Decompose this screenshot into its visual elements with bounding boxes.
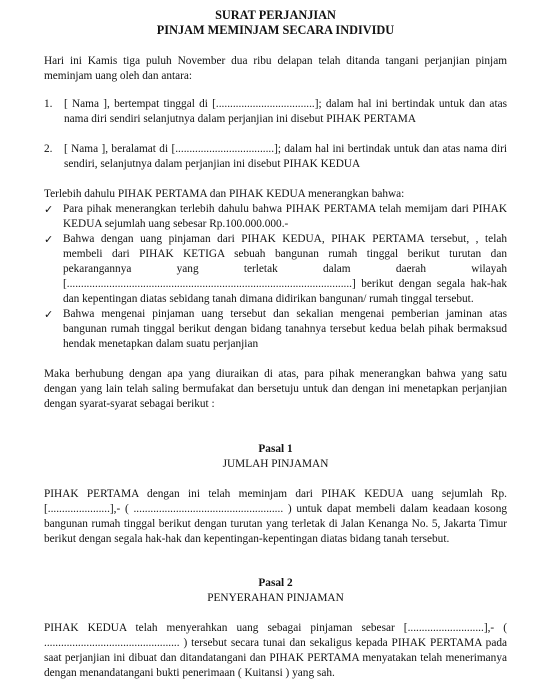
- recital-text: Bahwa mengenai pinjaman uang tersebut dan sekalian mengenai pemberian jaminan atas bangunan rumah tinggal berikut dengan bidang tanahnya tersebut kedua belah pihak bermaksud hendak menetapkan dalam suatu perjanjian: [63, 308, 507, 350]
- party-number: 2.: [44, 143, 53, 155]
- parties-list: [44, 97, 507, 172]
- checkmark-icon: ✓: [44, 308, 54, 321]
- pasal-1-body: PIHAK PERTAMA dengan ini telah meminjam dari PIHAK KEDUA uang sejumlah Rp. [......................],- ( ..................................................... ) untuk dapat membeli dalam keadaan kosong bangunan rumah tinggal berikut dengan turutan yang terletak di Jalan Kenanga No. 5, Jakarta Timur berikut dengan segala hak-hak dan kepentingan-kepentingan diatas bidang tanah tersebut.: [44, 488, 507, 545]
- party-text: [ Nama ], beralamat di [...................................]; dalam hal ini bertindak untuk dan atas nama diri sendiri, selanjutnya dalam perjanjian ini disebut PIHAK KEDUA: [64, 143, 507, 170]
- party-number: 1.: [44, 98, 53, 110]
- recital-item-2: [44, 232, 507, 307]
- checkmark-icon: ✓: [44, 233, 54, 246]
- document-title-line-2: PINJAM MEMINJAM SECARA INDIVIDU: [156, 23, 395, 37]
- recitals-lead: Terlebih dahulu PIHAK PERTAMA dan PIHAK KEDUA menerangkan bahwa:: [44, 188, 405, 200]
- pasal-number: Pasal 2: [258, 577, 293, 589]
- recital-item-3: [44, 307, 507, 352]
- recital-text: Bahwa dengan uang pinjaman dari PIHAK KEDUA, PIHAK PERTAMA tersebut, , telah membeli dari PIHAK KETIGA sebuah bangunan rumah tinggal berikut turutan dan pekarangannya yang terletak dalam daerah wilayah [.....................................................................................................] berikut dengan segala hak-hak dan kepentingan diatas sebidang tanah dimana didirikan bangunan/ rumah tinggal tersebut.: [63, 233, 507, 305]
- recital-text: Para pihak menerangkan terlebih dahulu bahwa PIHAK PERTAMA telah memijam dari PIHAK KEDUA sejumlah uang sebesar Rp.100.000.000.-: [63, 203, 507, 230]
- party-text: [ Nama ], bertempat tinggal di [...................................]; dalam hal ini bertindak untuk dan atas nama diri sendiri selanjutnya dalam perjanjian ini disebut PIHAK PERTAMA: [64, 98, 507, 125]
- party-item-2: [44, 142, 507, 172]
- intro-paragraph: Hari ini Kamis tiga puluh November dua ribu delapan telah ditanda tangani perjanjian pinjam meminjam uang oleh dan antara:: [44, 55, 507, 82]
- pasal-title: PENYERAHAN PINJAMAN: [207, 592, 344, 604]
- checkmark-icon: ✓: [44, 203, 54, 216]
- pasal-2-heading: [44, 576, 507, 606]
- pasal-number: Pasal 1: [258, 443, 293, 455]
- pasal-title: JUMLAH PINJAMAN: [222, 458, 329, 470]
- document-title-line-1: SURAT PERJANJIAN: [215, 8, 336, 22]
- pasal-1-heading: [44, 442, 507, 472]
- party-item-1: [44, 97, 507, 127]
- recitals-list: [44, 202, 507, 352]
- pasal-2-body: PIHAK KEDUA telah menyerahkan uang sebagai pinjaman sebesar [...........................],- ( ................................................ ) tersebut secara tunai dan sekaligus kepada PIHAK PERTAMA pada saat perjanjian ini dibuat dan ditandatangani dan PIHAK PERTAMA menyatakan telah menerimanya dengan menandatangani bukti penerimaan ( Kuitansi ) yang sah.: [44, 622, 507, 679]
- closing-paragraph: Maka berhubung dengan apa yang diuraikan di atas, para pihak menerangkan bahwa yang satu dengan yang lain telah saling bermufakat dan bersetuju untuk dan dengan ini menetapkan perjanjian dengan syarat-syarat sebagai berikut :: [44, 368, 507, 410]
- recital-item-1: [44, 202, 507, 232]
